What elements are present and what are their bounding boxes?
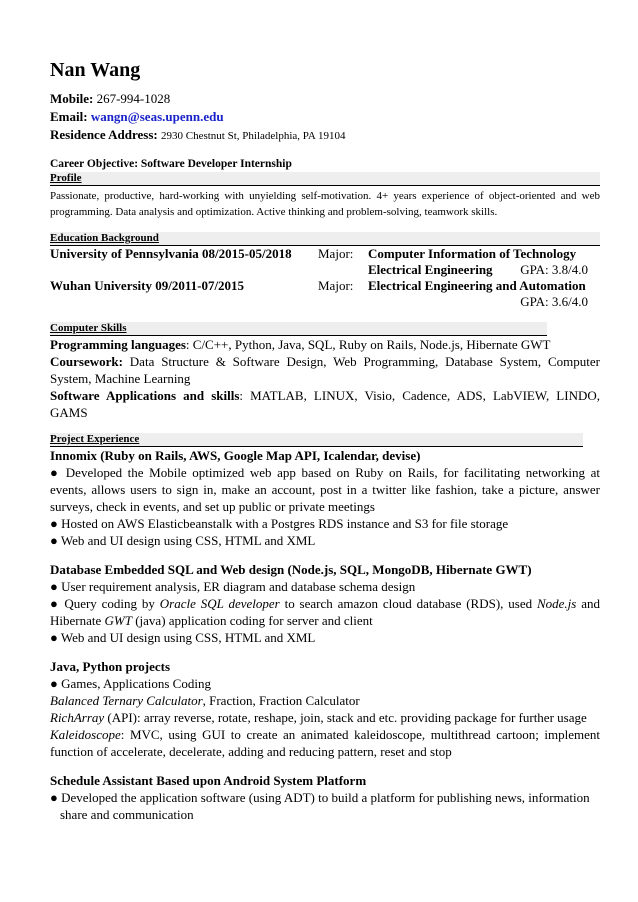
education-entry [50, 246, 600, 262]
career-objective: Career Objective: Software Developer Internship [50, 158, 292, 170]
coursework-label: Coursework: [50, 354, 123, 369]
project-bullet: ● Games, Applications Coding [50, 676, 211, 691]
text-run: (API): array reverse, rotate, reshape, join, stack and etc. providing package for further usage [104, 710, 587, 725]
major-value: Computer Information of Technology [368, 246, 577, 261]
software-value: : MATLAB, LINUX, Visio, Cadence, ADS, LabVIEW, LINDO, GAMS [50, 388, 600, 420]
address-value: 2930 Chestnut St, Philadelphia, PA 19104 [160, 130, 346, 142]
skills-coursework [50, 353, 600, 387]
education-entry-line2 [50, 262, 600, 278]
text-run: to search amazon cloud database (RDS), used [279, 596, 537, 611]
skills-software [50, 387, 600, 421]
major-label: Major: [318, 278, 354, 293]
candidate-name: Nan Wang [50, 59, 141, 81]
tool-name: GWT [104, 613, 132, 628]
major-value: Electrical Engineering and Automation [368, 278, 586, 293]
text-run: (java) application coding for server and client [131, 613, 373, 628]
project-name: Balanced Ternary Calculator [50, 693, 203, 708]
major-label: Major: [318, 246, 354, 261]
tool-name: Node.js [536, 596, 577, 611]
school-name: University of Pennsylvania 08/2015-05/2018 [50, 246, 292, 261]
project-title: Innomix (Ruby on Rails, AWS, Google Map API, Icalendar, devise) [50, 448, 421, 463]
text-run: : MVC, using GUI to create an animated kaleidoscope, multithread cartoon; implement function of accelerate, decelerate, adding and reducing pattern, reset and stop [50, 727, 600, 759]
education-entry [50, 278, 600, 294]
project-bullet: ● Hosted on AWS Elasticbeanstalk with a Postgres RDS instance and S3 for file storage [50, 516, 509, 531]
project-name: RichArray [50, 710, 105, 725]
text-run: and Hibernate [50, 596, 600, 628]
resume-page [50, 58, 600, 823]
mobile-number: 267-994-1028 [96, 91, 171, 106]
project-line [50, 726, 600, 760]
project-title: Schedule Assistant Based upon Android System Platform [50, 773, 367, 788]
project-line [50, 709, 600, 726]
project-bullet: ● Developed the Mobile optimized web app based on Ruby on Rails, for facilitating networking at events, allows users to sign in, make an account, post in a twitter like fashion, take a picture, answer surveys, check in events, and set up public or private meetings [50, 465, 600, 514]
section-heading-skills: Computer Skills [50, 322, 547, 336]
major-value-2: Electrical Engineering [368, 262, 493, 277]
education-entry-gpa [50, 294, 600, 310]
project-title: Database Embedded SQL and Web design (Node.js, SQL, MongoDB, Hibernate GWT) [50, 562, 532, 577]
email-label: Email: [50, 109, 88, 124]
coursework-value: Data Structure & Software Design, Web Programming, Database System, Computer System, Machine Learning [50, 354, 600, 386]
project-line [50, 692, 600, 709]
project-bullet: ● User requirement analysis, ER diagram and database schema design [50, 579, 416, 594]
project-bullet [50, 595, 600, 629]
section-heading-education: Education Background [50, 232, 600, 246]
project-bullet: ● Developed the application software (using ADT) to build a platform for publishing news, information share and communication [50, 790, 590, 822]
address-line [50, 126, 600, 145]
skills-programming [50, 336, 600, 353]
email-line [50, 108, 600, 126]
project-title: Java, Python projects [50, 659, 171, 674]
section-heading-projects: Project Experience [50, 433, 583, 447]
mobile-line [50, 90, 600, 108]
mobile-label: Mobile: [50, 91, 94, 106]
project-bullet: ● Web and UI design using CSS, HTML and XML [50, 630, 316, 645]
address-label: Residence Address: [50, 127, 158, 142]
tool-name: Oracle SQL developer [159, 596, 280, 611]
programming-label: Programming languages [50, 337, 186, 352]
gpa-value: GPA: 3.8/4.0 [520, 262, 588, 277]
programming-value: : C/C++, Python, Java, SQL, Ruby on Rails, Node.js, Hibernate GWT [185, 337, 551, 352]
gpa-value: GPA: 3.6/4.0 [520, 294, 588, 309]
project-bullet: ● Web and UI design using CSS, HTML and XML [50, 533, 316, 548]
project-name: Kaleidoscope [50, 727, 121, 742]
profile-text: Passionate, productive, hard-working with unyielding self-motivation. 4+ years experience of object-oriented and web programming. Data analysis and optimization. Active thinking and problem-solving, teamwork skills. [50, 190, 600, 218]
section-heading-profile: Profile [50, 172, 600, 186]
text-run: ● Query coding by [50, 596, 160, 611]
school-name: Wuhan University 09/2011-07/2015 [50, 278, 245, 293]
software-label: Software Applications and skills [50, 388, 240, 403]
text-run: , Fraction, Fraction Calculator [202, 693, 360, 708]
email-link[interactable]: wangn@seas.upenn.edu [90, 109, 224, 124]
